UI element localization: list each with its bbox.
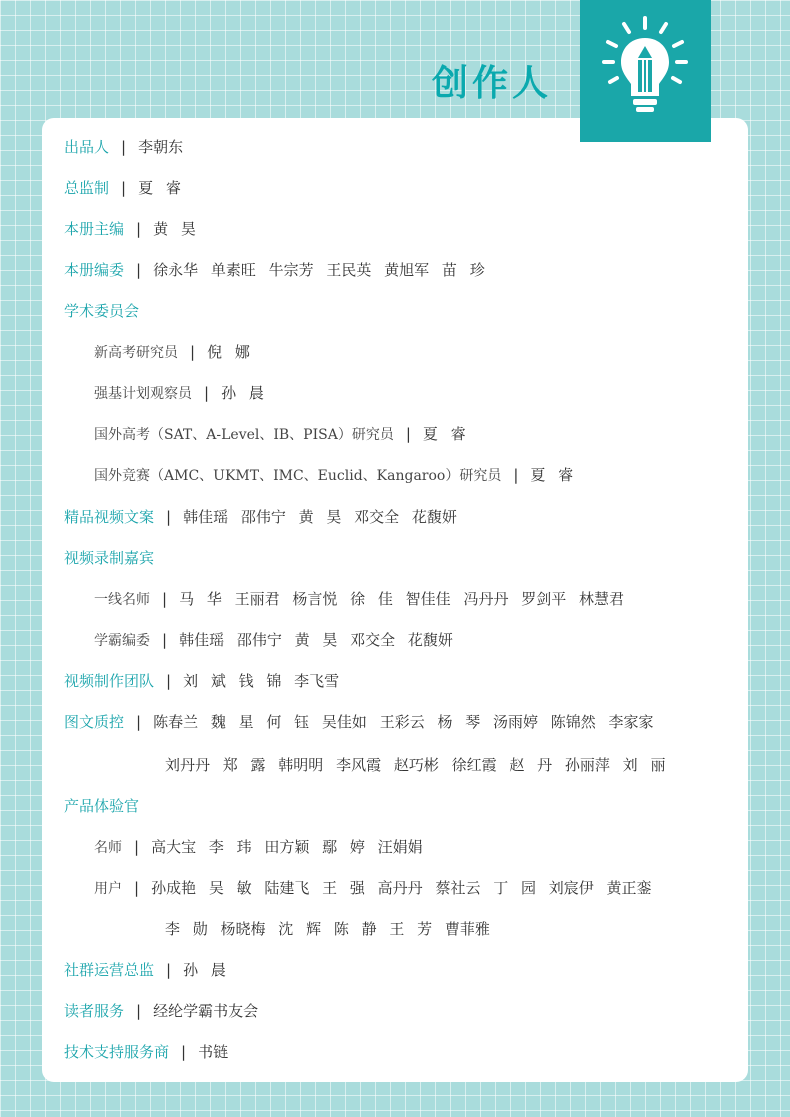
credit-row [64, 178, 181, 198]
separator: | [162, 631, 168, 649]
sub-credit-row [94, 383, 264, 404]
role-label: 社群运营总监 [64, 961, 155, 979]
credit-row [64, 137, 183, 157]
credit-row [64, 219, 196, 239]
people: 夏 睿 [422, 425, 466, 443]
sub-credit-row [94, 878, 652, 899]
people: 夏 睿 [138, 179, 181, 197]
people: 徐永华 单素旺 牛宗芳 王民英 黄旭军 苗 珍 [153, 261, 485, 279]
separator: | [134, 879, 140, 897]
credit-row [64, 671, 339, 691]
sub-role-label: 用户 [94, 881, 122, 897]
role-label: 总监制 [64, 179, 110, 197]
role-label: 精品视频文案 [64, 508, 155, 526]
role-label: 视频录制嘉宾 [64, 549, 155, 567]
sub-role-label: 学霸编委 [94, 633, 150, 649]
people: 黄 昊 [153, 220, 196, 238]
people: 倪 娜 [207, 343, 250, 361]
separator: | [136, 261, 142, 279]
people: 李朝东 [138, 138, 184, 156]
credit-row [64, 960, 226, 980]
people: 陈春兰 魏 星 何 钰 吴佳如 王彩云 杨 琴 汤雨婷 陈锦然 李家家 [153, 713, 654, 731]
separator: | [166, 961, 172, 979]
sub-role-label: 国外竞赛（AMC、UKMT、IMC、Euclid、Kangaroo）研究员 [94, 468, 502, 484]
role-label: 本册主编 [64, 220, 125, 238]
separator: | [136, 1002, 142, 1020]
separator: | [166, 672, 172, 690]
credit-row [64, 260, 485, 280]
sub-credit-row [94, 465, 573, 486]
credit-row [64, 1001, 258, 1021]
people: 韩佳瑶 邵伟宁 黄 昊 邓交全 花馥妍 [179, 631, 453, 649]
credit-row [64, 507, 457, 527]
people: 孙成艳 吴 敏 陆建飞 王 强 高丹丹 蔡社云 丁 园 刘宸伊 黄正銮 [151, 879, 652, 897]
sub-credit-row [94, 342, 250, 363]
people: 马 华 王丽君 杨言悦 徐 佳 智佳佳 冯丹丹 罗剑平 林慧君 [179, 590, 624, 608]
separator: | [162, 590, 168, 608]
role-label: 读者服务 [64, 1002, 125, 1020]
separator: | [204, 384, 210, 402]
section-heading [64, 796, 139, 816]
sub-credit-row [94, 589, 624, 610]
role-label: 出品人 [64, 138, 110, 156]
people: 高大宝 李 玮 田方颖 鄢 婷 汪娟娟 [151, 838, 423, 856]
role-label: 产品体验官 [64, 797, 140, 815]
separator: | [136, 220, 142, 238]
section-heading [64, 548, 154, 568]
separator: | [513, 466, 519, 484]
sub-credit-row [94, 424, 466, 445]
separator: | [405, 425, 411, 443]
separator: | [166, 508, 172, 526]
role-label: 本册编委 [64, 261, 125, 279]
sub-role-label: 强基计划观察员 [94, 386, 192, 402]
sub-credit-row [94, 630, 453, 651]
separator: | [190, 343, 196, 361]
page-title: 创作人 [432, 63, 553, 104]
people: 孙 晨 [183, 961, 226, 979]
people: 韩佳瑶 邵伟宁 黄 昊 邓交全 花馥妍 [183, 508, 457, 526]
credit-row [64, 1042, 228, 1062]
section-heading [64, 301, 139, 321]
people: 孙 晨 [221, 384, 264, 402]
people: 刘丹丹 郑 露 韩明明 李风霞 赵巧彬 徐红霞 赵 丹 孙丽萍 刘 丽 [165, 756, 666, 774]
sub-role-label: 新高考研究员 [94, 345, 178, 361]
sub-role-label: 名师 [94, 840, 122, 856]
sub-credit-row [94, 837, 423, 858]
people: 刘 斌 钱 锦 李飞雪 [183, 672, 340, 690]
role-label: 技术支持服务商 [64, 1043, 170, 1061]
separator: | [136, 713, 142, 731]
credit-row [64, 712, 654, 732]
separator: | [181, 1043, 187, 1061]
credit-continuation [165, 755, 665, 775]
lightbulb-pencil-icon [580, 0, 711, 142]
people: 李 勋 杨晓梅 沈 辉 陈 静 王 芳 曹菲雅 [165, 920, 490, 938]
role-label: 视频制作团队 [64, 672, 155, 690]
separator: | [121, 138, 127, 156]
people: 夏 睿 [530, 466, 574, 484]
role-label: 学术委员会 [64, 302, 140, 320]
role-label: 图文质控 [64, 713, 125, 731]
separator: | [134, 838, 140, 856]
people: 书链 [198, 1043, 229, 1061]
credit-continuation [165, 919, 490, 939]
sub-role-label: 国外高考（SAT、A-Level、IB、PISA）研究员 [94, 427, 394, 443]
separator: | [121, 179, 127, 197]
people: 经纶学霸书友会 [153, 1002, 259, 1020]
sub-role-label: 一线名师 [94, 592, 150, 608]
